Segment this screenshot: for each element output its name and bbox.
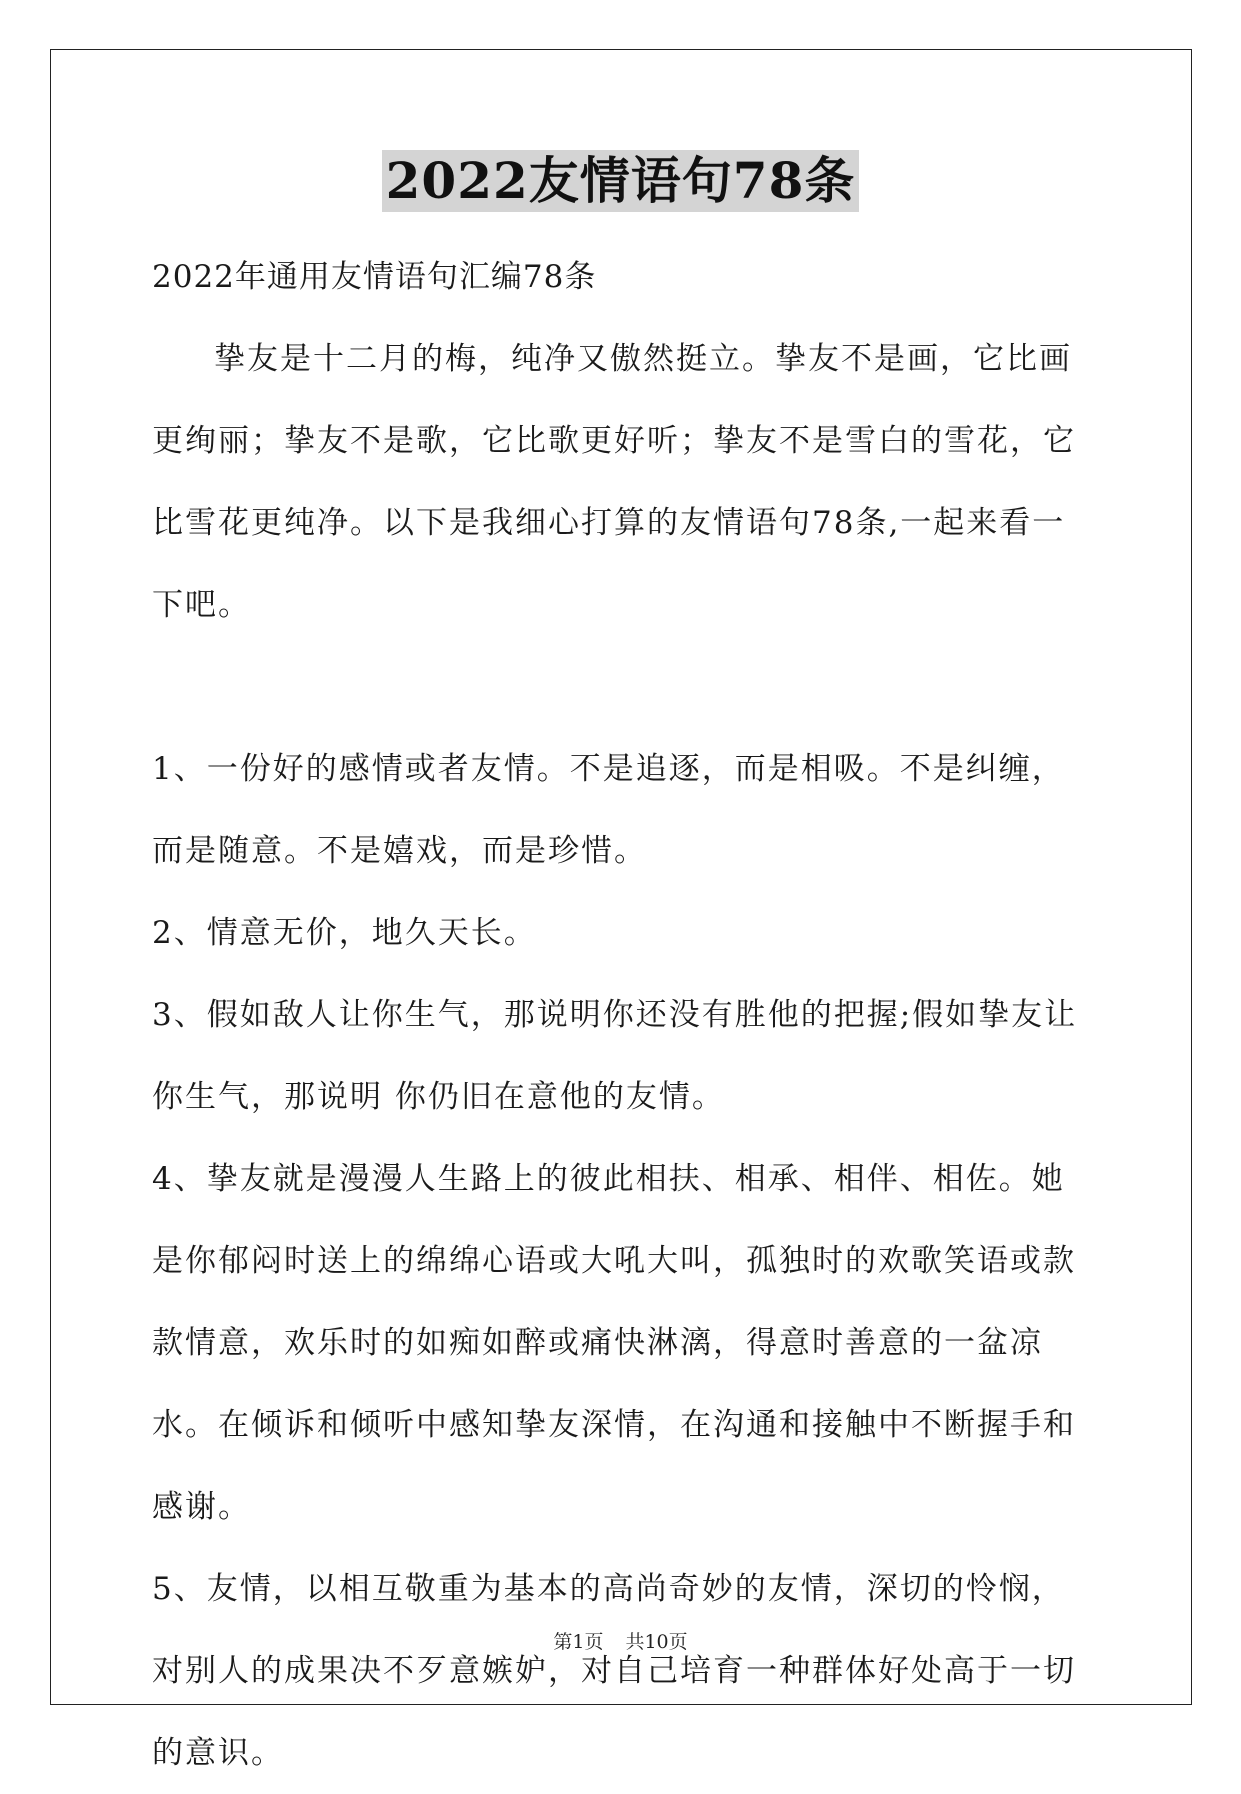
document-subtitle: 2022年通用友情语句汇编78条 <box>152 259 597 295</box>
list-item: 3、假如敌人让你生气，那说明你还没有胜他的把握;假如挚友让你生气，那说明 你仍旧在意他的友情。 <box>152 997 1078 1115</box>
document-title: 2022友情语句78条 <box>382 150 860 212</box>
page-number: 第1页 <box>553 1631 604 1653</box>
intro-paragraph: 挚友是十二月的梅，纯净又傲然挺立。挚友不是画，它比画更绚丽；挚友不是歌，它比歌更好听；挚友不是雪白的雪花，它比雪花更纯净。以下是我细心打算的友情语句78条,一起来看一下吧。 <box>152 341 1076 623</box>
list-item: 4、挚友就是漫漫人生路上的彼此相扶、相承、相伴、相佐。她是你郁闷时送上的绵绵心语或大吼大叫，孤独时的欢歌笑语或款款情意，欢乐时的如痴如醉或痛快淋漓，得意时善意的一盆凉水。在倾诉和倾听中感知挚友深情，在沟通和接触中不断握手和感谢。 <box>152 1161 1076 1525</box>
title-container <box>0 150 1241 212</box>
list-item: 2、情意无价，地久天长。 <box>152 915 537 951</box>
paragraph-gap <box>152 646 1092 728</box>
page-total: 共10页 <box>625 1631 688 1653</box>
list-item: 5、友情，以相互敬重为基本的高尚奇妙的友情，深切的怜悯，对别人的成果决不歹意嫉妒，对自己培育一种群体好处高于一切的意识。 <box>152 1571 1076 1771</box>
page-footer <box>0 1630 1241 1654</box>
list-item: 1、一份好的感情或者友情。不是追逐，而是相吸。不是纠缠，而是随意。不是嬉戏，而是珍惜。 <box>152 751 1065 869</box>
document-body <box>152 236 1092 1794</box>
